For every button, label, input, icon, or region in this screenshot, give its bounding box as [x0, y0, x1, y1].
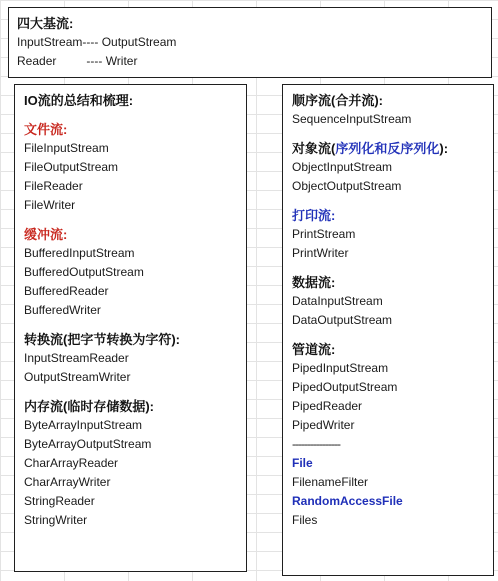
list-item: StringWriter [24, 513, 88, 527]
reader-text: Reader [17, 54, 57, 68]
list-item: PrintWriter [292, 246, 349, 260]
list-item: FileOutputStream [24, 160, 119, 174]
filename-filter-text: FilenameFilter [292, 475, 369, 489]
list-item: CharArrayWriter [24, 475, 111, 489]
convert-stream-heading: 转换流(把字节转换为字符): [24, 332, 180, 347]
object-stream-heading [292, 139, 484, 158]
data-stream-heading: 数据流: [292, 275, 336, 290]
list-item: PipedWriter [292, 418, 355, 432]
list-item: InputStreamReader [24, 351, 129, 365]
list-item: StringReader [24, 494, 95, 508]
memory-stream-heading: 内存流(临时存储数据): [24, 399, 154, 414]
list-item: PipedReader [292, 399, 363, 413]
list-item: PipedOutputStream [292, 380, 398, 394]
input-stream-text: InputStream---- [17, 35, 99, 49]
list-item: ObjectOutputStream [292, 179, 402, 193]
list-item: BufferedWriter [24, 303, 101, 317]
list-item: BufferedOutputStream [24, 265, 144, 279]
object-stream-heading-suffix: ): [439, 141, 449, 156]
object-stream-heading-highlight: 序列化和反序列化 [335, 141, 440, 156]
io-summary-title: IO流的总结和梳理: [24, 93, 134, 108]
list-item: FileInputStream [24, 141, 109, 155]
buffer-stream-heading: 缓冲流: [24, 227, 68, 242]
list-item: ByteArrayOutputStream [24, 437, 152, 451]
file-stream-heading: 文件流: [24, 122, 68, 137]
list-item: DataInputStream [292, 294, 383, 308]
file-class-text: File [292, 456, 313, 470]
list-item: FileReader [24, 179, 83, 193]
base-streams-row-2 [17, 52, 483, 71]
list-item: CharArrayReader [24, 456, 119, 470]
random-access-file-text: RandomAccessFile [292, 494, 403, 508]
list-item: BufferedInputStream [24, 246, 135, 260]
other-streams-box [282, 84, 494, 576]
separator-line: ---------------- [292, 437, 340, 451]
pipe-stream-heading: 管道流: [292, 342, 336, 357]
list-item: BufferedReader [24, 284, 109, 298]
list-item: PipedInputStream [292, 361, 389, 375]
object-stream-heading-prefix: 对象流( [292, 141, 336, 156]
list-item: SequenceInputStream [292, 112, 412, 126]
writer-text: ---- Writer [86, 54, 138, 68]
list-item: ByteArrayInputStream [24, 418, 143, 432]
output-stream-text: OutputStream [101, 35, 177, 49]
base-streams-row-1 [17, 33, 483, 52]
list-item: OutputStreamWriter [24, 370, 131, 384]
base-streams-title: 四大基流: [17, 16, 74, 31]
io-summary-box [14, 84, 247, 572]
print-stream-heading: 打印流: [292, 208, 336, 223]
list-item: FileWriter [24, 198, 76, 212]
files-class-text: Files [292, 513, 318, 527]
sequence-stream-heading: 顺序流(合并流): [292, 93, 383, 108]
list-item: ObjectInputStream [292, 160, 393, 174]
base-streams-box [8, 7, 492, 78]
list-item: PrintStream [292, 227, 356, 241]
list-item: DataOutputStream [292, 313, 393, 327]
